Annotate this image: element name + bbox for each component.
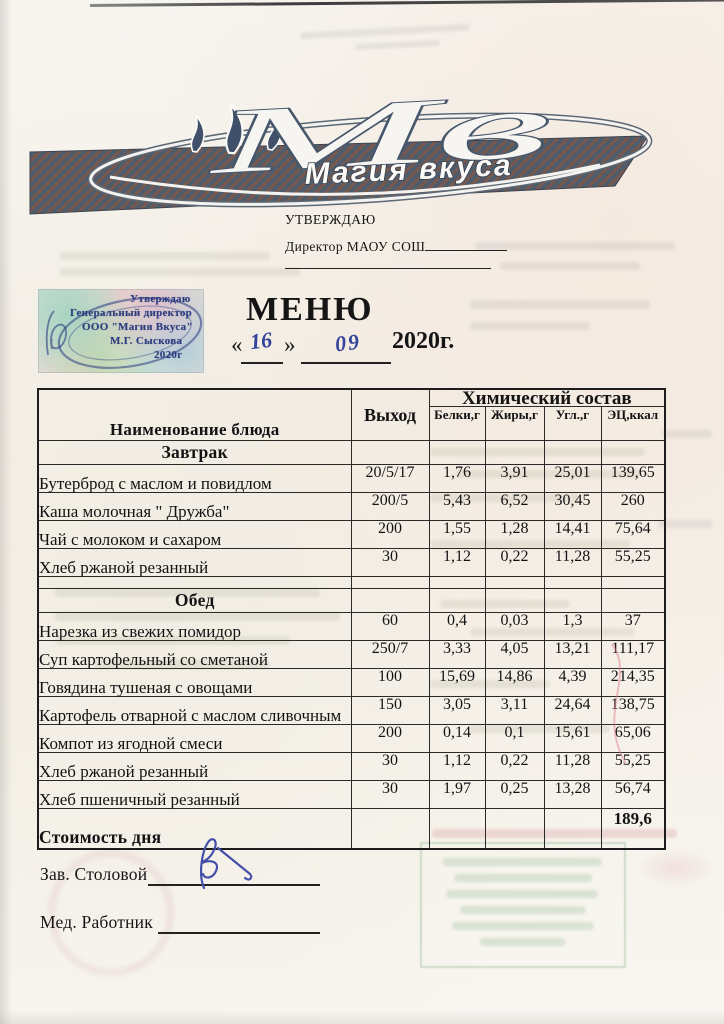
yield-cell: 200 — [351, 521, 429, 549]
fat-cell: 6,52 — [485, 493, 544, 521]
col-header-yield: Выход — [351, 389, 429, 441]
energy-cell: 111,17 — [601, 641, 665, 669]
open-quote: « — [231, 332, 243, 357]
yield-cell: 30 — [351, 549, 429, 577]
protein-cell: 1,97 — [429, 781, 485, 809]
yield-cell: 60 — [351, 613, 429, 641]
stamp-line: Утверждаю — [130, 293, 191, 305]
dish-name-cell: Компот из ягодной смеси — [38, 725, 351, 753]
dish-name-cell: Нарезка из свежих помидор — [38, 613, 351, 641]
protein-cell: 1,76 — [429, 465, 485, 493]
yield-cell: 100 — [351, 669, 429, 697]
signature-blank-line — [285, 256, 491, 269]
carb-cell: 15,61 — [544, 725, 601, 753]
protein-cell: 5,43 — [429, 493, 485, 521]
brand-monogram: Мв — [208, 85, 331, 193]
energy-cell: 55,25 — [601, 549, 665, 577]
yield-cell: 30 — [351, 781, 429, 809]
fat-cell: 14,86 — [485, 669, 544, 697]
dish-row — [38, 521, 665, 549]
dish-row — [38, 669, 665, 697]
col-subheader-carb: Угл.,г — [544, 407, 601, 441]
med-signature-line — [158, 932, 320, 934]
bleed-artifact — [470, 322, 590, 330]
bleed-artifact — [662, 430, 712, 438]
carb-cell: 1,3 — [544, 613, 601, 641]
dish-name-cell: Каша молочная " Дружба" — [38, 493, 351, 521]
director-blank-line — [425, 237, 507, 251]
page-title: МЕНЮ — [246, 291, 374, 328]
energy-cell: 214,35 — [601, 669, 665, 697]
canteen-manager-label: Зав. Столовой — [40, 864, 148, 884]
section-row — [38, 589, 665, 613]
protein-cell: 1,55 — [429, 521, 485, 549]
col-header-dish: Наименование блюда — [38, 389, 351, 441]
date-day-handwritten: 16 — [248, 326, 274, 355]
canteen-manager-signature — [178, 836, 262, 890]
dish-row — [38, 613, 665, 641]
protein-cell: 1,12 — [429, 753, 485, 781]
dish-name-cell: Чай с молоком и сахаром — [38, 521, 351, 549]
dish-row — [38, 641, 665, 669]
dish-row — [38, 753, 665, 781]
stamp-line: М.Г. Сыскова — [110, 335, 183, 347]
col-header-chem: Химический состав — [429, 389, 665, 407]
dish-name-cell: Хлеб ржаной резанный — [38, 753, 351, 781]
fat-cell: 0,22 — [485, 549, 544, 577]
stamp-line: 2020г — [154, 349, 183, 361]
date-month-handwritten: 09 — [333, 328, 363, 357]
fat-cell: 4,05 — [485, 641, 544, 669]
fat-cell: 1,28 — [485, 521, 544, 549]
dish-row — [38, 493, 665, 521]
close-quote: » — [284, 332, 296, 357]
bleed-artifact — [300, 24, 470, 40]
approve-director-label: Директор МАОУ СОШ — [285, 239, 426, 254]
dish-row — [38, 697, 665, 725]
energy-cell: 65,06 — [601, 725, 665, 753]
dish-row — [38, 465, 665, 493]
yield-cell: 150 — [351, 697, 429, 725]
carb-cell: 4,39 — [544, 669, 601, 697]
dish-name-cell: Картофель отварной с маслом сливочным — [38, 697, 351, 725]
bleed-artifact — [500, 262, 640, 270]
col-subheader-energy: ЭЦ,ккал — [601, 407, 665, 441]
dish-name-cell: Хлеб пшеничный резанный — [38, 781, 351, 809]
brand-banner — [25, 85, 675, 220]
dish-row — [38, 781, 665, 809]
carb-cell: 30,45 — [544, 493, 601, 521]
yield-cell: 250/7 — [351, 641, 429, 669]
yield-cell: 200/5 — [351, 493, 429, 521]
scan-edge-line — [90, 0, 724, 6]
med-worker-label: Мед. Работник — [40, 912, 153, 932]
carb-cell: 25,01 — [544, 465, 601, 493]
brand-name: Магия вкуса — [303, 148, 514, 191]
fat-cell: 0,25 — [485, 781, 544, 809]
bleed-artifact — [470, 300, 650, 309]
total-row — [38, 809, 665, 849]
dish-row — [38, 725, 665, 753]
reverse-stamp-bleed — [420, 842, 626, 968]
fat-cell: 3,91 — [485, 465, 544, 493]
date-year: 2020г. — [392, 328, 455, 354]
col-subheader-fat: Жиры,г — [485, 407, 544, 441]
carb-cell: 11,28 — [544, 549, 601, 577]
fat-cell: 0,22 — [485, 753, 544, 781]
header-row — [38, 389, 665, 407]
bleed-artifact — [658, 520, 713, 528]
bleed-artifact — [60, 268, 300, 276]
total-label: Стоимость дня — [38, 809, 351, 849]
stamp-line: Генеральный директор — [70, 307, 193, 319]
dish-name-cell: Хлеб ржаной резанный — [38, 549, 351, 577]
dish-name-cell: Суп картофельный со сметаной — [38, 641, 351, 669]
protein-cell: 0,14 — [429, 725, 485, 753]
yield-cell: 20/5/17 — [351, 465, 429, 493]
energy-cell: 260 — [601, 493, 665, 521]
approval-stamp — [38, 289, 204, 373]
fat-cell: 3,11 — [485, 697, 544, 725]
energy-cell: 138,75 — [601, 697, 665, 725]
date-blank-line — [301, 362, 391, 364]
protein-cell: 3,05 — [429, 697, 485, 725]
bleed-artifact — [355, 40, 440, 50]
section-title: Завтрак — [38, 441, 351, 465]
yield-cell: 200 — [351, 725, 429, 753]
ink-bleed-curve — [588, 640, 668, 770]
fat-cell: 0,03 — [485, 613, 544, 641]
carb-cell: 11,28 — [544, 753, 601, 781]
section-title: Обед — [38, 589, 351, 613]
energy-cell: 55,25 — [601, 753, 665, 781]
menu-table — [37, 388, 666, 850]
section-row — [38, 441, 665, 465]
carb-cell: 13,21 — [544, 641, 601, 669]
protein-cell: 0,4 — [429, 613, 485, 641]
carb-cell: 14,41 — [544, 521, 601, 549]
total-value: 189,6 — [601, 809, 665, 849]
stamp-line: ООО "Магия Вкуса" — [82, 321, 193, 333]
bleed-artifact — [60, 252, 270, 260]
protein-cell: 1,12 — [429, 549, 485, 577]
carb-cell: 13,28 — [544, 781, 601, 809]
yield-cell: 30 — [351, 753, 429, 781]
approve-title: УТВЕРЖДАЮ — [285, 212, 376, 227]
energy-cell: 75,64 — [601, 521, 665, 549]
col-subheader-protein: Белки,г — [429, 407, 485, 441]
energy-cell: 37 — [601, 613, 665, 641]
menu-table-rows — [38, 441, 665, 809]
fat-cell: 0,1 — [485, 725, 544, 753]
energy-cell: 56,74 — [601, 781, 665, 809]
carb-cell: 24,64 — [544, 697, 601, 725]
protein-cell: 15,69 — [429, 669, 485, 697]
dish-name-cell: Говядина тушеная с овощами — [38, 669, 351, 697]
energy-cell: 139,65 — [601, 465, 665, 493]
date-blank-line — [241, 362, 283, 364]
spacer-row — [38, 577, 665, 589]
dish-row — [38, 549, 665, 577]
approval-block — [285, 212, 507, 255]
bleed-artifact — [634, 848, 718, 888]
dish-name-cell: Бутерброд с маслом и повидлом — [38, 465, 351, 493]
protein-cell: 3,33 — [429, 641, 485, 669]
